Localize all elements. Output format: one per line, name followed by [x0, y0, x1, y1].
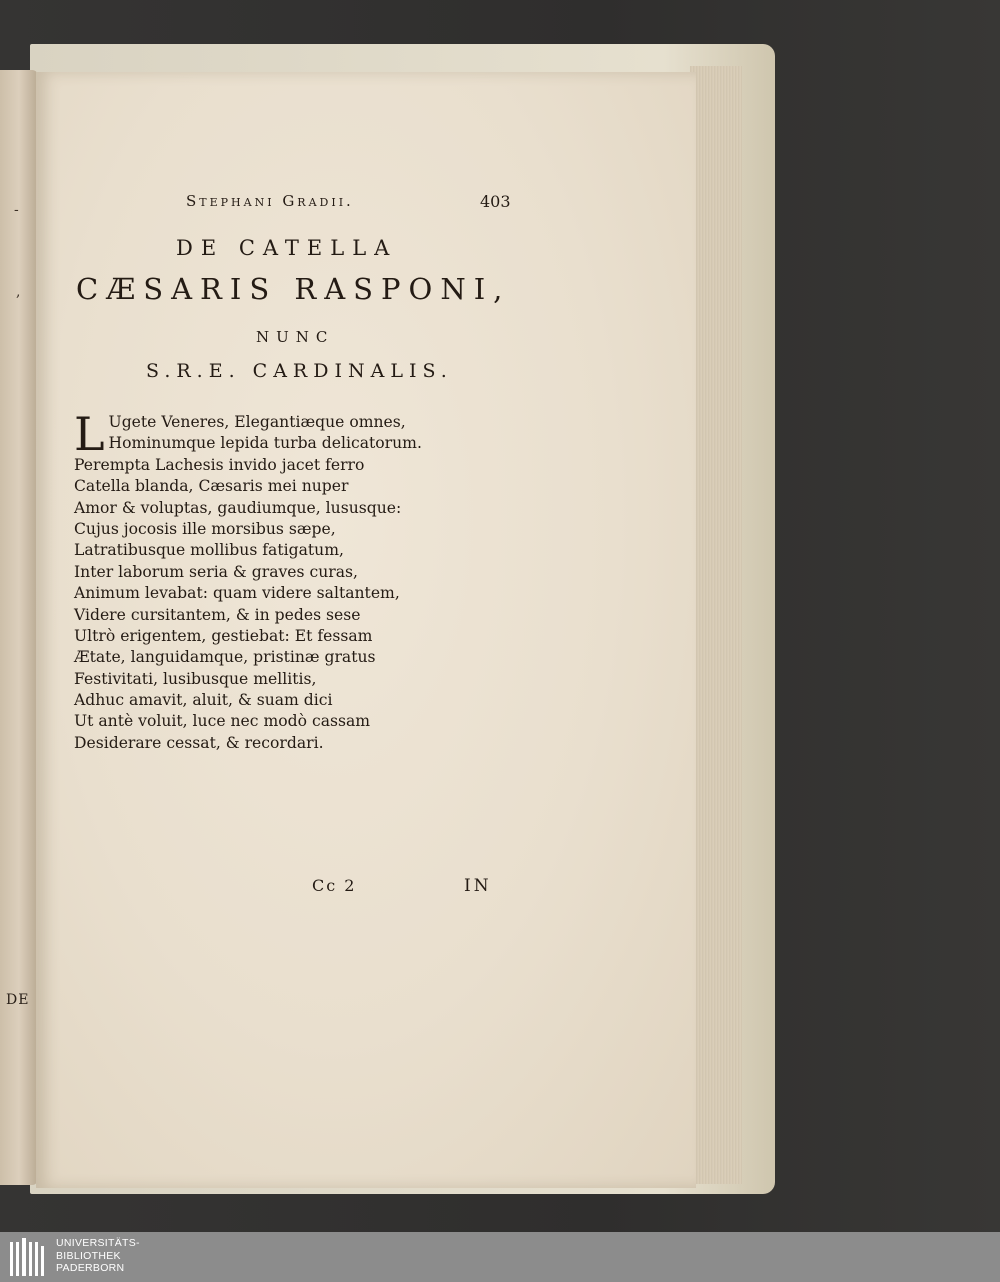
poem-line: Inter laborum seria & graves curas, — [74, 562, 358, 581]
library-name-line: PADERBORN — [56, 1262, 125, 1274]
library-name-line: UNIVERSITÄTS- — [56, 1237, 140, 1249]
poem-line: Desiderare cessat, & recordari. — [74, 733, 324, 752]
poem-line: Ugete Veneres, Elegantiæque omnes, — [108, 413, 406, 431]
drop-cap: L — [74, 407, 105, 461]
left-page-catchword: DE — [6, 992, 30, 1008]
poem-line: Ætate, languidamque, pristinæ gratus — [74, 648, 376, 667]
library-logo-icon — [8, 1236, 48, 1278]
running-head: Stephani Gradii. — [186, 192, 354, 210]
title-line: DE CATELLA — [176, 236, 398, 260]
library-name — [56, 1237, 140, 1275]
poem-line: Animum levabat: quam videre saltantem, — [74, 584, 400, 603]
page-number: 403 — [480, 192, 511, 211]
poem-line: Hominumque lepida turba delicatorum. — [108, 434, 422, 453]
title-line: CÆSARIS RASPONI, — [76, 272, 511, 306]
poem-line: Ultrò erigentem, gestiebat: Et fessam — [74, 626, 373, 645]
poem-text — [74, 407, 514, 754]
poem-line: Amor & voluptas, gaudiumque, lususque: — [74, 498, 402, 517]
poem-line: Videre cursitantem, & in pedes sese — [74, 605, 361, 624]
left-page-mark: - — [14, 202, 19, 218]
poem-line: Perempta Lachesis invido jacet ferro — [74, 455, 365, 474]
poem-line: Cujus jocosis ille morsibus sæpe, — [74, 519, 336, 538]
title-line: S.R.E. CARDINALIS. — [146, 360, 453, 382]
signature-mark: Cc 2 — [312, 876, 357, 895]
poem-line: Catella blanda, Cæsaris mei nuper — [74, 477, 349, 496]
poem-line: Ut antè voluit, luce nec modò cassam — [74, 712, 371, 731]
poem-line: Adhuc amavit, aluit, & suam dici — [74, 691, 333, 710]
poem-line: Latratibusque mollibus fatigatum, — [74, 541, 344, 560]
library-name-line: BIBLIOTHEK — [56, 1249, 121, 1262]
library-footer — [0, 1232, 1000, 1282]
poem-line: Festivitati, lusibusque mellitis, — [74, 669, 317, 688]
book-page — [36, 72, 696, 1188]
left-facing-page — [0, 70, 38, 1185]
page-edges — [690, 66, 742, 1184]
title-line: NUNC — [256, 328, 335, 346]
left-page-mark: , — [16, 284, 21, 300]
catchword: IN — [464, 876, 492, 896]
